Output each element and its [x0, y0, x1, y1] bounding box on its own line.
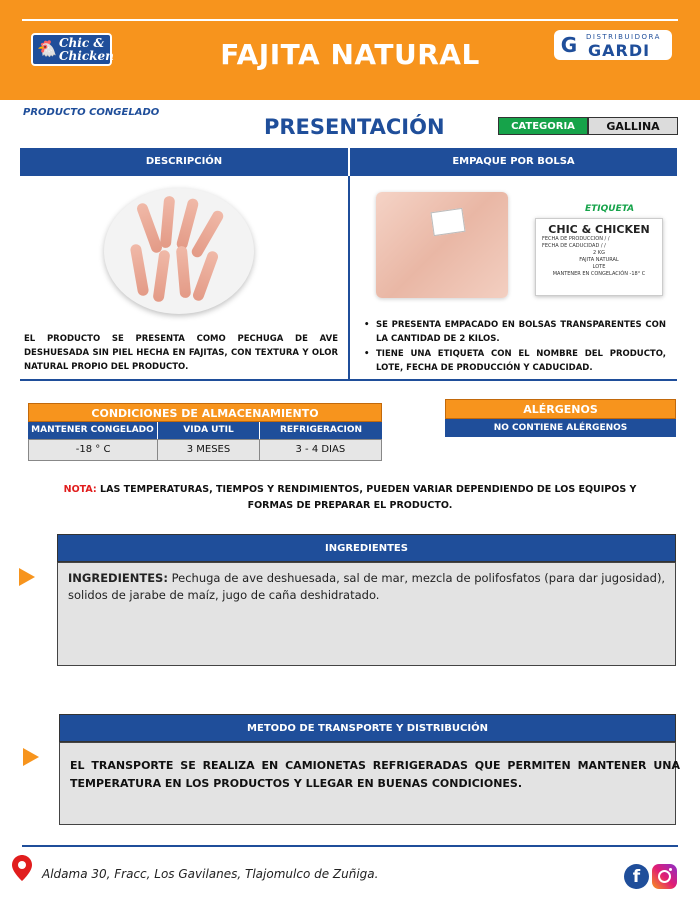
transport-header: METODO DE TRANSPORTE Y DISTRIBUCIÓN [59, 714, 676, 742]
note-body: LAS TEMPERATURAS, TIEMPOS Y RENDIMIENTOS, PUEDEN VARIAR DEPENDIENDO DE LOS EQUIPOS Y FORMAS DE PREPARAR EL PRODUCTO. [96, 484, 637, 511]
label-production-date: FECHA DE PRODUCCION / / [542, 236, 610, 242]
arrow-right-icon [19, 568, 35, 586]
note-label: NOTA: [63, 484, 97, 495]
header-banner [0, 0, 700, 100]
label-weight: 2 KG [593, 250, 605, 256]
label-expiry-date: FECHA DE CADUCIDAD / / [542, 243, 606, 249]
page-title: FAJITA NATURAL [220, 38, 480, 71]
product-tag: PRODUCTO CONGELADO [23, 107, 160, 118]
storage-title: CONDICIONES DE ALMACENAMIENTO [28, 403, 382, 422]
note-text [40, 482, 660, 514]
transport-text: EL TRANSPORTE SE REALIZA EN CAMIONETAS REFRIGERADAS QUE PERMITEN MANTENER UNA TEMPERATURA EN LOS PRODUCTOS Y LLEGAR EN BUENAS CONDICIONES. [70, 759, 680, 790]
packaging-list [364, 318, 666, 376]
chicken-strip [176, 246, 191, 299]
footer-divider [22, 845, 678, 847]
description-header: DESCRIPCIÓN [20, 148, 348, 176]
bag-label-sticker [430, 208, 465, 236]
storage-values [28, 439, 382, 461]
header-divider [22, 19, 678, 21]
footer-address: Aldama 30, Fracc, Los Gavilanes, Tlajomulco de Zuñiga. [42, 867, 379, 881]
chicken-strip [130, 243, 150, 296]
gardi-logo [554, 30, 672, 60]
location-pin-icon [12, 855, 32, 881]
ingredients-box [57, 562, 676, 666]
ingredients-text [68, 570, 676, 604]
storage-col-shelf-life: VIDA UTIL [158, 422, 260, 439]
presentation-table [20, 148, 677, 381]
gardi-mark-icon: G [560, 33, 578, 57]
category-value: GALLINA [588, 117, 678, 135]
distributor-name: GARDI [588, 41, 651, 60]
list-item: • TIENE UNA ETIQUETA CON EL NOMBRE DEL PRODUCTO, LOTE, FECHA DE PRODUCCIÓN Y CADUCIDAD. [364, 347, 666, 375]
storage-col-frozen: MANTENER CONGELADO [28, 422, 158, 439]
label-lot: LOTE [592, 264, 606, 270]
hen-icon: 🐔 [37, 39, 57, 58]
storage-conditions-table [28, 403, 382, 461]
storage-val-frozen: -18 ° C [29, 440, 158, 460]
instagram-dot [669, 868, 672, 871]
packaging-bag-photo [376, 192, 508, 298]
brand-logo-line-1: Chic & [59, 36, 105, 50]
storage-columns [28, 422, 382, 439]
label-storage: MANTENER EN CONGELACIÓN -18° C [552, 271, 646, 277]
allergens-box [445, 399, 676, 437]
label-title: ETIQUETA [585, 204, 635, 214]
section-title: PRESENTACIÓN [264, 115, 445, 139]
chicken-strip [152, 249, 170, 302]
description-text: EL PRODUCTO SE PRESENTA COMO PECHUGA DE AVE DESHUESADA SIN PIEL HECHA EN FAJITAS, CON TEXTURA Y OLOR NATURAL PROPIO DEL PRODUCTO. [24, 334, 338, 372]
instagram-ring [658, 870, 671, 883]
allergens-value: NO CONTIENE ALÉRGENOS [445, 419, 676, 437]
distributor-caption: DISTRIBUIDORA [586, 33, 661, 41]
ingredients-label: INGREDIENTES: [68, 571, 168, 585]
arrow-right-icon [23, 748, 39, 766]
packaging-header: EMPAQUE POR BOLSA [350, 148, 677, 176]
ingredients-header: INGREDIENTES [57, 534, 676, 562]
label-product: FAJITA NATURAL [579, 257, 619, 263]
allergens-title: ALÉRGENOS [445, 399, 676, 419]
label-brand: CHIC & CHICKEN [548, 223, 650, 236]
storage-col-refrigeration: REFRIGERACION [279, 425, 363, 435]
column-divider [348, 176, 350, 381]
transport-box [59, 742, 680, 825]
chicken-strip [191, 250, 219, 303]
facebook-icon[interactable]: f [624, 864, 649, 889]
category-label: CATEGORIA [498, 117, 588, 135]
product-label-card [535, 218, 663, 296]
chicken-strip [160, 196, 175, 249]
storage-val-shelf-life: 3 MESES [158, 440, 259, 460]
storage-val-refrigeration: 3 - 4 DIAS [295, 444, 346, 455]
brand-logo-line-2: Chicken [59, 49, 114, 63]
ingredients-body: Pechuga de ave deshuesada, sal de mar, mezcla de polifosfatos (para dar jugosidad), solidos de jarabe de maíz, jugo de caña deshidratado. [68, 571, 666, 602]
list-item: • SE PRESENTA EMPACADO EN BOLSAS TRANSPARENTES CON LA CANTIDAD DE 2 KILOS. [364, 318, 666, 346]
product-photo-plate [104, 188, 254, 314]
instagram-icon[interactable] [652, 864, 677, 889]
